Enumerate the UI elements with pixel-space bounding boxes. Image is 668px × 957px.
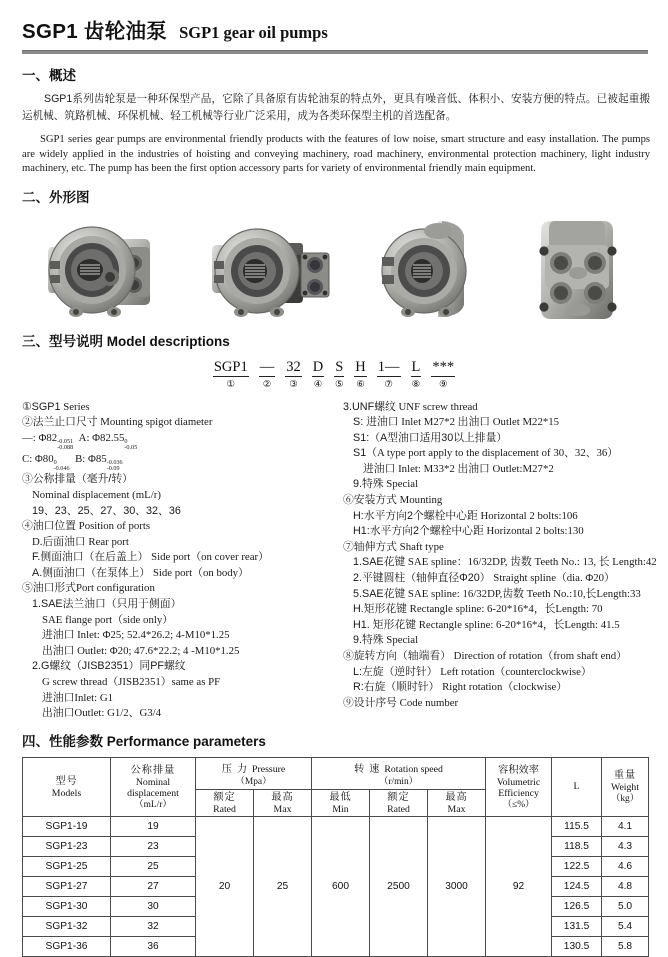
th-volumetric-efficiency: 容积效率 Volumetric Efficiency （≤%）: [486, 757, 552, 817]
cell-displacement: 25: [111, 857, 196, 877]
legend-line: D.后面油口 Rear port: [32, 535, 129, 548]
pump-photo-side-port-view: [205, 217, 341, 328]
th-weight: 重量 Weight （kg）: [602, 757, 649, 817]
model-code-value: 1—: [377, 358, 400, 375]
cell-model: SGP1-25: [23, 857, 111, 877]
cell-displacement: 32: [111, 917, 196, 937]
model-code-value: 32: [286, 358, 301, 375]
legend-line: 1.SAE法兰油口（只用于侧面）: [32, 598, 182, 611]
section-heading-performance-en: Performance parameters: [106, 733, 266, 749]
legend-line: ②法兰止口尺寸 Mounting spigot diameter: [22, 416, 213, 429]
overview-paragraph-cn: SGP1系列齿轮泵是一种环保型产品，它除了具备原有齿轮油泵的特点外，更具有噪音低、体积小、安装方便的特点。已被起重搬运机械、筑路机械、环保机械、轻工机械等行业广泛采用，成为各类环保型主机的首选配备。: [22, 93, 650, 122]
model-code-diagram: [208, 360, 460, 391]
legend-line: ③公称排量（毫升/转）: [22, 473, 133, 486]
cell-model: SGP1-30: [23, 897, 111, 917]
model-code-value: H: [355, 358, 366, 375]
cell-speed-rated: 2500: [370, 817, 428, 957]
legend-line: ⑨设计序号 Code number: [343, 696, 459, 709]
section-heading-performance: [22, 730, 668, 750]
legend-line: 进油口 Inlet: Φ25; 52.4*26.2; 4-M10*1.25: [42, 629, 230, 642]
th-pressure-max: 最高 Max: [254, 789, 312, 817]
th-pressure-rated: 额定 Rated: [196, 789, 254, 817]
cell-weight: 4.3: [602, 837, 649, 857]
th-speed-rated: 额定 Rated: [370, 789, 428, 817]
legend-line: F.侧面油口（在后盖上） Side port（on cover rear）: [32, 551, 269, 564]
section-heading-model: [22, 330, 668, 350]
legend-line: 出油口 Outlet: Φ20; 47.6*22.2; 4 -M10*1.25: [42, 644, 240, 657]
cell-length: 115.5: [552, 817, 602, 837]
model-code-segment-8: [411, 360, 422, 391]
th-speed-group: 转 速 Rotation speed （r/min）: [312, 757, 486, 789]
legend-line: H1. 矩形花键 Rectangle spline: 6-20*16*4，长Length: 41.5: [353, 618, 620, 631]
model-legend-right-column: [337, 400, 658, 722]
page-title-en: SGP1 gear oil pumps: [179, 23, 328, 42]
legend-line: H:水平方向2个螺栓中心距 Horizontal 2 bolts:106: [353, 509, 578, 522]
legend-line: 19、23、25、27、30、32、36: [32, 504, 181, 517]
model-code-index: ④: [313, 379, 323, 390]
section-heading-overview: 一、概述: [22, 68, 76, 83]
model-code-value: SGP1: [213, 358, 248, 375]
legend-line: 2.G螺纹（JISB2351）同PF螺纹: [32, 660, 186, 673]
cell-displacement: 36: [111, 937, 196, 957]
section-heading-performance-cn: 四、性能参数: [22, 733, 103, 749]
legend-line: 5.SAE花键 SAE spline: 16/32DP,齿数 Teeth No.:10,长Length:33: [353, 587, 641, 600]
legend-line: S: 进油口 Inlet M27*2 出油口 Outlet M22*15: [353, 416, 560, 429]
cell-weight: 4.1: [602, 817, 649, 837]
model-legend-left-column: [22, 400, 337, 722]
model-code-value: ***: [432, 358, 455, 375]
legend-line: ①SGP1 Series: [22, 400, 90, 413]
model-code-segment-5: [334, 360, 344, 391]
performance-parameters-table: [22, 757, 649, 957]
model-code-segment-3: [285, 360, 302, 391]
model-code-index: ③: [289, 379, 298, 390]
cell-model: SGP1-27: [23, 877, 111, 897]
cell-length: 130.5: [552, 937, 602, 957]
page-title-cn: SGP1 齿轮油泵: [22, 20, 168, 43]
model-code-value: S: [335, 358, 344, 375]
model-code-index: ⑤: [334, 379, 344, 390]
model-code-segment-9: [431, 360, 455, 391]
th-pressure-group: 压 力 Pressure （Mpa）: [196, 757, 312, 789]
title-divider: [22, 50, 648, 54]
model-code-index: ⑥: [356, 379, 365, 390]
product-photo-strip: [0, 210, 668, 328]
model-code-segment-1: [213, 360, 249, 391]
th-models: 型号 Models: [23, 757, 111, 817]
legend-line: Nominal displacement (mL/r): [32, 488, 161, 501]
legend-line: 9.特殊 Special: [353, 478, 419, 491]
model-code-index: ⑨: [438, 379, 448, 390]
cell-model: SGP1-32: [23, 917, 111, 937]
cell-displacement: 27: [111, 877, 196, 897]
legend-line: 9.特殊 Special: [353, 634, 419, 647]
cell-length: 124.5: [552, 877, 602, 897]
th-speed-min: 最低 Min: [312, 789, 370, 817]
section-heading-outline: 二、外形图: [22, 189, 90, 205]
cell-length: 131.5: [552, 917, 602, 937]
overview-paragraph-en: SGP1 series gear pumps are environmental friendly products with the features of low noise, smart structure and easy installation. The pumps are widely applied in the industries of hoisting and conveying machinery, road machinery, environmental protection machinery, light industry machinery, etc. The pump has been the first option accessory parts for variety of environmental friendly main equipment.: [22, 134, 650, 174]
table-header-row-top: [23, 757, 649, 789]
legend-line: SAE flange port（side only）: [42, 613, 174, 626]
legend-line: L:左旋（逆时针） Left rotation（counterclockwise）: [353, 665, 592, 678]
legend-line: 3.UNF螺纹 UNF screw thread: [343, 400, 478, 413]
model-code-segment-4: [312, 360, 324, 391]
pump-photo-front-view: [42, 217, 170, 328]
model-code-index: ①: [226, 379, 236, 390]
th-speed-max: 最高 Max: [428, 789, 486, 817]
model-code-value: —: [259, 358, 275, 375]
cell-model: SGP1-36: [23, 937, 111, 957]
cell-model: SGP1-19: [23, 817, 111, 837]
cell-displacement: 19: [111, 817, 196, 837]
legend-line: H1:水平方向2个螺栓中心距 Horizontal 2 bolts:130: [353, 525, 584, 538]
legend-line: ⑥安装方式 Mounting: [343, 494, 443, 507]
th-displacement: 公称排量 Nominal displacement （mL/r）: [111, 757, 196, 817]
model-code-segment-7: [377, 360, 401, 391]
cell-length: 126.5: [552, 897, 602, 917]
legend-line: C: Φ80 0 -0.046 B: Φ85 -0.036 -0.09: [22, 452, 123, 472]
legend-line: 1.SAE花键 SAE spline：16/32DP, 齿数 Teeth No.: 13, 长 Length:42: [353, 556, 657, 569]
legend-line: ⑦轴伸方式 Shaft type: [343, 540, 444, 553]
document-title-block: [0, 0, 668, 44]
legend-line: ⑤油口形式Port configuration: [22, 582, 155, 595]
cell-weight: 5.4: [602, 917, 649, 937]
legend-line: 进油口Inlet: G1: [42, 691, 114, 704]
legend-line: G screw thread（JISB2351）same as PF: [42, 676, 221, 689]
legend-line: ④油口位置 Position of ports: [22, 520, 151, 533]
cell-pressure-max: 25: [254, 817, 312, 957]
model-code-index: ⑧: [411, 379, 421, 390]
legend-line: A.侧面油口（在泵体上） Side port（on body）: [32, 566, 249, 579]
th-length: L: [552, 757, 602, 817]
model-code-index: ⑦: [384, 379, 393, 390]
legend-line: 进油口 Inlet: M33*2 出油口 Outlet:M27*2: [363, 462, 554, 475]
cell-weight: 4.6: [602, 857, 649, 877]
legend-line: 2.平键圆柱（轴伸直径Φ20） Straight spline（dia. Φ20）: [353, 572, 615, 585]
pump-photo-angled-view: [376, 213, 494, 328]
cell-pressure-rated: 20: [196, 817, 254, 957]
cell-model: SGP1-23: [23, 837, 111, 857]
cell-weight: 5.0: [602, 897, 649, 917]
cell-speed-min: 600: [312, 817, 370, 957]
cell-length: 118.5: [552, 837, 602, 857]
cell-weight: 5.8: [602, 937, 649, 957]
performance-table-body: [23, 817, 649, 957]
legend-line: R:右旋（顺时针） Right rotation（clockwise）: [353, 681, 568, 694]
cell-length: 122.5: [552, 857, 602, 877]
cell-displacement: 23: [111, 837, 196, 857]
model-code-segment-2: [259, 360, 276, 391]
pump-photo-rear-port-view: [529, 215, 627, 328]
cell-weight: 4.8: [602, 877, 649, 897]
cell-efficiency: 92: [486, 817, 552, 957]
legend-line: 出油口Outlet: G1/2、G3/4: [42, 707, 162, 720]
section-heading-model-en: Model descriptions: [106, 333, 230, 349]
model-code-value: L: [411, 358, 421, 375]
cell-speed-max: 3000: [428, 817, 486, 957]
legend-line: —: Φ82 -0.051 -0.088 A: Φ82.55 0 -0.05: [22, 431, 138, 452]
model-code-segment-6: [354, 360, 366, 391]
legend-line: H.矩形花键 Rectangle spline: 6-20*16*4，长Length: 70: [353, 603, 603, 616]
legend-line: S1:（A型油口适用30以上排量）: [353, 431, 508, 444]
model-code-index: ②: [262, 379, 272, 390]
model-code-value: D: [312, 358, 324, 375]
section-heading-model-cn: 三、型号说明: [22, 333, 103, 349]
legend-line: S1（A type port apply to the displacement of 30、32、36）: [353, 447, 619, 460]
legend-line: ⑧旋转方向（轴端看） Direction of rotation（from shaft end）: [343, 650, 627, 662]
cell-displacement: 30: [111, 897, 196, 917]
table-row: [23, 817, 649, 837]
